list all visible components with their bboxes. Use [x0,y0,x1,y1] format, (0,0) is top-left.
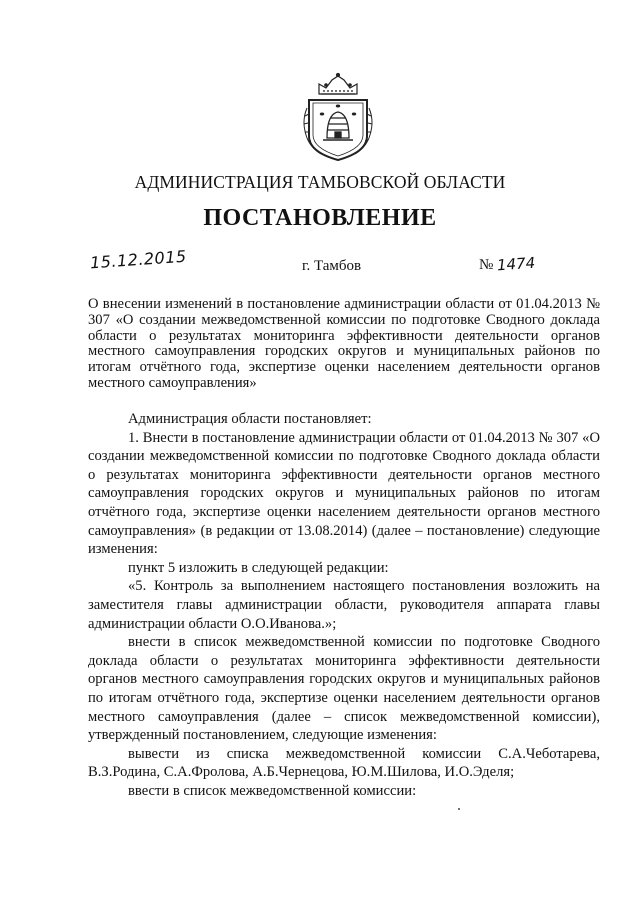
body-paragraph-3: «5. Контроль за выполнением настоящего постановления возложить на заместителя главы администрации области, руководителя аппарата главы администрации области О.О.Иванова.»; [88,578,600,632]
page-mark [458,808,460,810]
document-city: г. Тамбов [302,258,362,274]
body-intro: Администрация области постановляет: [128,411,372,427]
document-subject: О внесении изменений в постановление администрации области от 01.04.2013 № 307 «О создании межведомственной комиссии по подготовке Сводного доклада области о результатах мониторинга эффективности деятельности органов местного самоуправления городских округов и муниципальных районов по итогам отчётного года, экспертизе оценки населением деятельности органов местного самоуправления» [88,296,600,391]
body-paragraph-2: пункт 5 изложить в следующей редакции: [128,559,389,576]
number-value: 1474 [496,253,537,275]
body-paragraph-5: вывести из списка межведомственной комиссии С.А.Чеботарева, В.З.Родина, С.А.Фролова, А.Б.Чернецова, Ю.М.Шилова, И.О.Эделя; [88,745,600,781]
number-sign: № [479,257,494,273]
coat-of-arms-icon [299,72,377,162]
organization-name: АДМИНИСТРАЦИЯ ТАМБОВСКОЙ ОБЛАСТИ [134,172,506,192]
document-body [88,410,600,800]
document-number [479,255,536,274]
document-type-title: ПОСТАНОВЛЕНИЕ [203,205,437,231]
body-paragraph-1: 1. Внести в постановление администрации области от 01.04.2013 № 307 «О создании межведомственной комиссии по подготовке Сводного доклада области о результатах мониторинга эффективности деятельности органов местного самоуправления городских округов и муниципальных районов по итогам отчётного года, экспертизе оценки населением деятельности органов местного самоуправления» (в редакции от 13.08.2014) (далее – постановление) следующие изменения: [88,429,600,558]
body-paragraph-4: внести в список межведомственной комиссии по подготовке Сводного доклада области о результатах мониторинга эффективности деятельности органов местного самоуправления городских округов и муниципальных районов по итогам отчётного года, экспертизе оценки населением деятельности органов местного самоуправления (далее – список межведомственной комиссии), утвержденный постановлением, следующие изменения: [88,634,600,744]
document-date: 15.12.2015 [89,246,188,273]
body-paragraph-6: ввести в список межведомственной комиссии: [128,782,417,799]
